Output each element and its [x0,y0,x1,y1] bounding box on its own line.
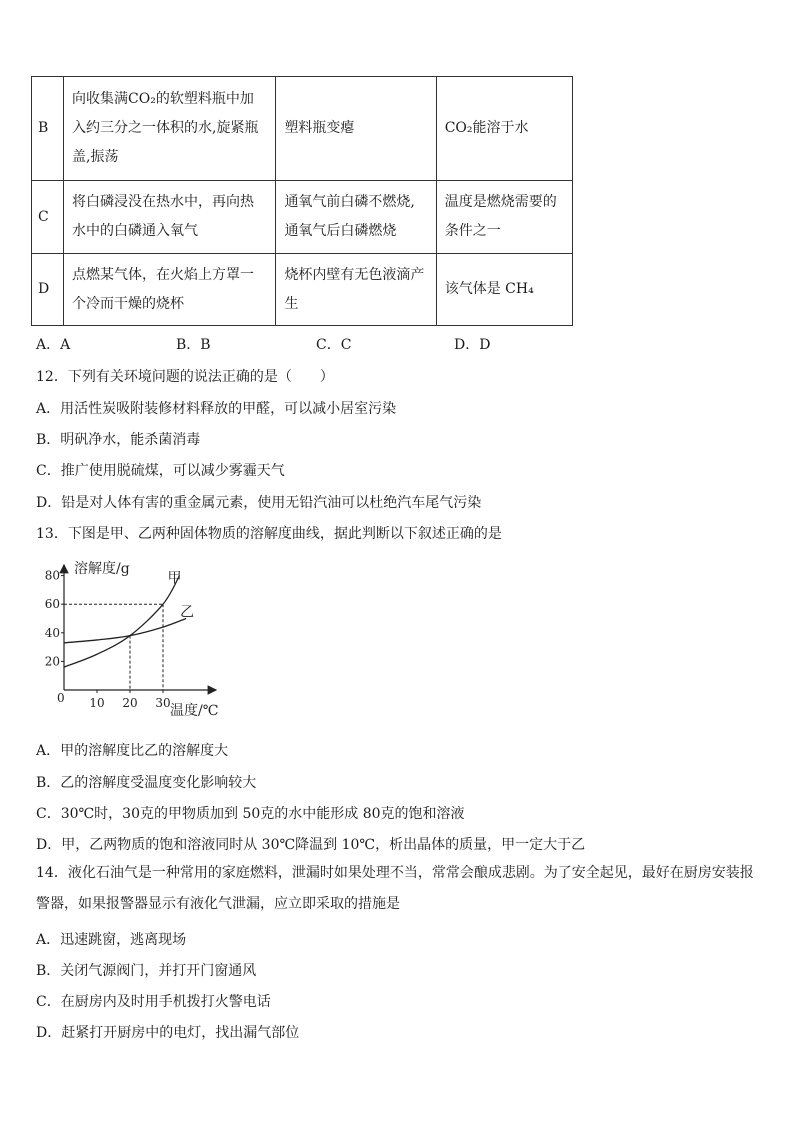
solubility-chart [30,555,230,725]
series-label: 乙 [180,604,195,621]
q13-option-a[interactable]: A．甲的溶解度比乙的溶解度大 [36,743,229,759]
option-a[interactable]: A．A [36,337,71,353]
y-tick-label: 60 [44,597,60,612]
q11-options [36,334,490,354]
option-c[interactable]: C．C [316,337,352,353]
x-tick-label: 20 [122,696,138,710]
option-b[interactable]: B．B [176,337,211,353]
q12-option-c[interactable]: C．推广使用脱硫煤，可以减少雾霾天气 [36,463,285,479]
q12-option-b[interactable]: B．明矾净水，能杀菌消毒 [36,432,201,448]
table-row [32,77,573,181]
q13-option-b[interactable]: B．乙的溶解度受温度变化影响较大 [36,775,257,791]
row-label: B [32,77,64,181]
conclusion-cell: 温度是燃烧需要的条件之一 [436,181,572,254]
phenomenon-cell: 烧杯内壁有无色液滴产生 [276,254,436,326]
option-d[interactable]: D．D [454,337,491,353]
experiment-table [31,76,573,326]
y-axis-label: 溶解度/g [74,561,130,577]
table-row [32,254,573,326]
operation-cell: 点燃某气体，在火焰上方罩一个冷而干燥的烧杯 [64,254,276,326]
operation-cell: 向收集满CO₂的软塑料瓶中加入约三分之一体积的水,旋紧瓶盖,振荡 [64,77,276,181]
q12-stem: 12．下列有关环境问题的说法正确的是（ ） [36,369,334,385]
y-tick-label: 40 [44,625,60,640]
y-tick-label: 80 [44,568,60,583]
q13-option-c[interactable]: C．30℃时，30克的甲物质加到 50克的水中能形成 80克的饱和溶液 [36,806,465,822]
q14-stem: 14．液化石油气是一种常用的家庭燃料，泄漏时如果处理不当，常常会酿成悲剧。为了安全起见，最好在厨房安装报警器，如果报警器显示有液化气泄漏，应立即采取的措施是 [36,865,754,912]
phenomenon-cell: 通氧气前白磷不燃烧,通氧气后白磷燃烧 [276,181,436,254]
series-curve-0 [64,576,180,668]
conclusion-cell: CO₂能溶于水 [436,77,572,181]
q14-option-a[interactable]: A．迅速跳窗，逃离现场 [36,932,187,948]
q13-stem: 13．下图是甲、乙两种固体物质的溶解度曲线，据此判断以下叙述正确的是 [36,526,502,542]
y-tick-label: 20 [44,654,60,669]
table-row [32,181,573,254]
x-tick-label: 30 [155,696,171,710]
q14-option-c[interactable]: C．在厨房内及时用手机拨打火警电话 [36,994,271,1010]
series-label: 甲 [167,570,182,587]
q12-option-a[interactable]: A．用活性炭吸附装修材料释放的甲醛，可以减小居室污染 [36,401,397,417]
operation-cell: 将白磷浸没在热水中，再向热水中的白磷通入氧气 [64,181,276,254]
q13-option-d[interactable]: D．甲，乙两物质的饱和溶液同时从 30℃降温到 10℃，析出晶体的质量，甲一定大于乙 [36,837,586,853]
phenomenon-cell: 塑料瓶变瘪 [276,77,436,181]
conclusion-cell: 该气体是 CH₄ [436,254,572,326]
x-axis-label: 温度/℃ [170,703,219,719]
q14-option-d[interactable]: D．赶紧打开厨房中的电灯，找出漏气部位 [36,1025,300,1041]
q14-option-b[interactable]: B．关闭气源阀门，并打开门窗通风 [36,963,257,979]
q12-option-d[interactable]: D．铅是对人体有害的重金属元素，使用无铅汽油可以杜绝汽车尾气污染 [36,495,482,511]
origin-label: 0 [57,691,65,705]
row-label: D [32,254,64,326]
row-label: C [32,181,64,254]
x-tick-label: 10 [89,696,105,710]
